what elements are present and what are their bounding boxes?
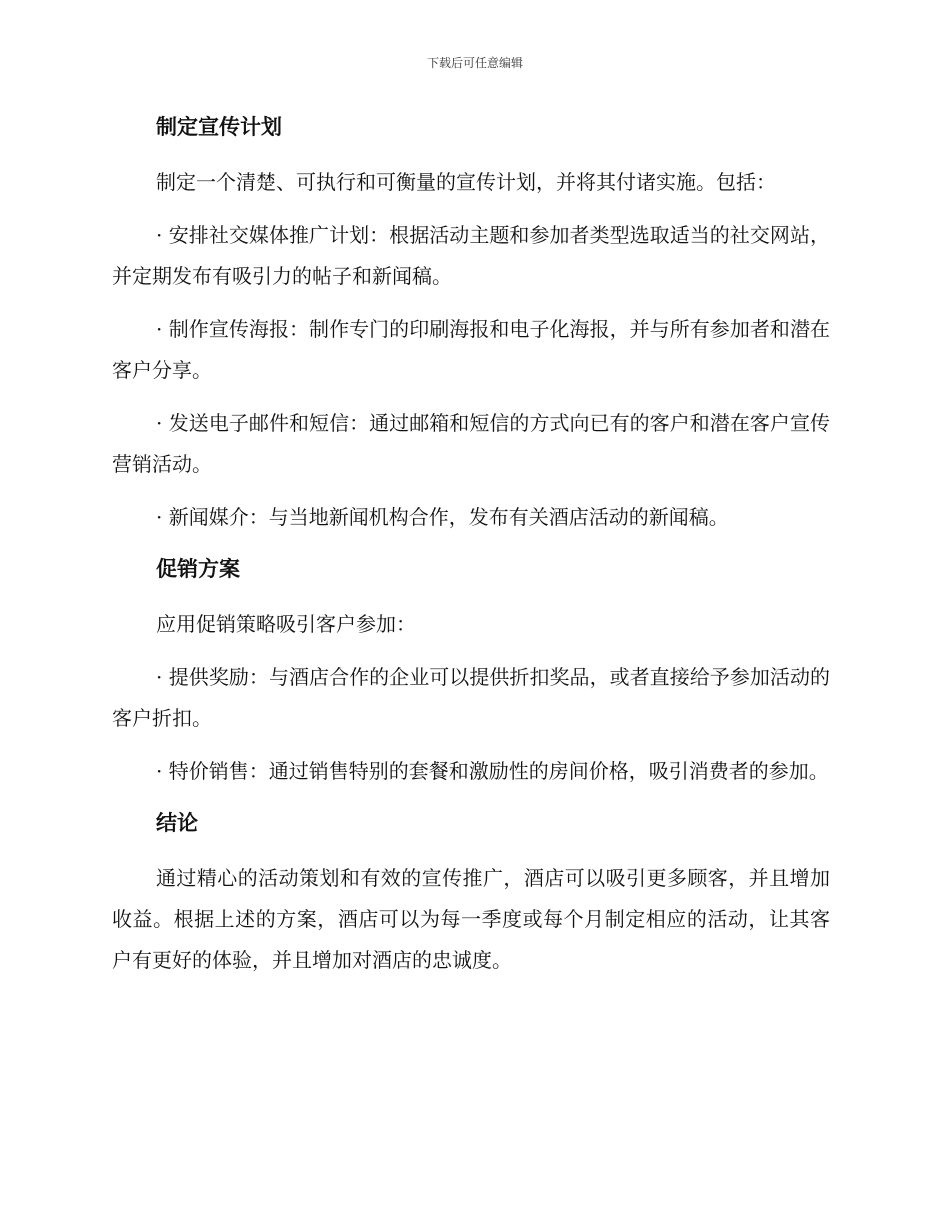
- paragraph-conclusion: 通过精心的活动策划和有效的宣传推广，酒店可以吸引更多顾客，并且增加收益。根据上述的方案，酒店可以为每一季度或每个月制定相应的活动，让其客户有更好的体验，并且增加对酒店的忠诚度。: [112, 866, 830, 972]
- section-heading-publicity-plan: 制定宣传计划: [156, 115, 282, 139]
- paragraph-promotion-intro: 应用促销策略吸引客户参加：: [156, 612, 416, 636]
- bullet-posters: · 制作宣传海报：制作专门的印刷海报和电子化海报，并与所有参加者和潜在客户分享。: [112, 317, 830, 382]
- bullet-special-sales: · 特价销售：通过销售特别的套餐和激励性的房间价格，吸引消费者的参加。: [156, 759, 829, 783]
- paragraph-publicity-intro: 制定一个清楚、可执行和可衡量的宣传计划，并将其付诸实施。包括：: [156, 170, 776, 194]
- section-heading-promotion: 促销方案: [156, 557, 240, 581]
- document-body: [112, 108, 830, 993]
- bullet-social-media: · 安排社交媒体推广计划：根据活动主题和参加者类型选取适当的社交网站，并定期发布有吸引力的帖子和新闻稿。: [112, 223, 830, 288]
- section-heading-conclusion: 结论: [156, 811, 198, 835]
- download-note: 下载后可任意编辑: [426, 56, 523, 70]
- bullet-news-media: · 新闻媒介：与当地新闻机构合作，发布有关酒店活动的新闻稿。: [156, 505, 729, 529]
- bullet-rewards: · 提供奖励：与酒店合作的企业可以提供折扣奖品，或者直接给予参加活动的客户折扣。: [112, 665, 830, 730]
- bullet-email-sms: · 发送电子邮件和短信：通过邮箱和短信的方式向已有的客户和潜在客户宣传营销活动。: [112, 411, 830, 476]
